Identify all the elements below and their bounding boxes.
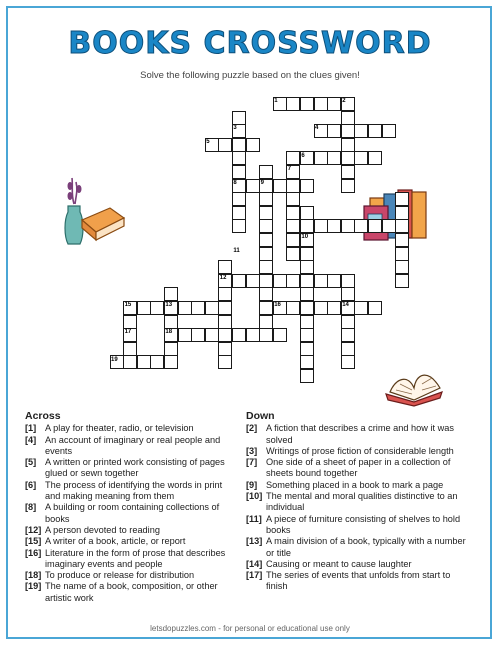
grid-cell[interactable] <box>395 233 409 247</box>
across-clue <box>25 457 233 480</box>
grid-cell[interactable] <box>395 260 409 274</box>
across-heading: Across <box>25 410 61 422</box>
grid-cell[interactable] <box>300 369 314 383</box>
clue-number: [12] <box>25 524 42 535</box>
grid-cell[interactable] <box>354 301 368 315</box>
grid-cell[interactable] <box>259 233 273 247</box>
down-clue <box>246 514 472 537</box>
grid-cell[interactable] <box>286 151 300 165</box>
grid-cell[interactable] <box>327 219 341 233</box>
grid-cell[interactable] <box>178 328 192 342</box>
grid-cell[interactable] <box>205 328 219 342</box>
clue-text: The name of a book, composition, or other artistic work <box>45 581 218 603</box>
clue-number: [2] <box>246 423 258 434</box>
grid-cell[interactable] <box>150 301 164 315</box>
grid-cell[interactable] <box>341 342 355 356</box>
grid-cell[interactable] <box>259 301 273 315</box>
grid-cell[interactable] <box>368 124 382 138</box>
grid-cell[interactable] <box>164 287 178 301</box>
grid-cell[interactable] <box>341 328 355 342</box>
grid-cell[interactable] <box>341 151 355 165</box>
grid-cell[interactable] <box>341 165 355 179</box>
grid-cell[interactable] <box>382 124 396 138</box>
across-clue <box>25 423 233 434</box>
clue-number: [16] <box>25 547 42 558</box>
clue-number: [14] <box>246 558 263 569</box>
grid-cell[interactable] <box>395 247 409 261</box>
grid-cell[interactable] <box>382 219 396 233</box>
grid-clue-number: 2 <box>342 98 346 105</box>
grid-cell[interactable] <box>395 206 409 220</box>
grid-cell[interactable] <box>259 260 273 274</box>
down-clue <box>246 491 472 514</box>
grid-cell[interactable] <box>395 219 409 233</box>
grid-cell[interactable] <box>300 260 314 274</box>
grid-cell[interactable] <box>286 274 300 288</box>
clue-number: [3] <box>246 445 258 456</box>
grid-cell[interactable] <box>327 151 341 165</box>
clue-number: [1] <box>25 423 37 434</box>
grid-clue-number: 17 <box>124 329 132 336</box>
grid-cell[interactable] <box>286 219 300 233</box>
grid-cell[interactable] <box>341 179 355 193</box>
grid-cell[interactable] <box>164 355 178 369</box>
grid-cell[interactable] <box>259 287 273 301</box>
grid-cell[interactable] <box>150 355 164 369</box>
page-title: BOOKS CROSSWORD <box>68 26 432 61</box>
grid-cell[interactable] <box>327 274 341 288</box>
grid-cell[interactable] <box>286 179 300 193</box>
clue-number: [13] <box>246 536 263 547</box>
clue-number: [15] <box>25 536 42 547</box>
clue-text: A building or room containing collections of books <box>45 502 220 524</box>
clue-text: A main division of a book, typically with a number or title <box>266 536 466 558</box>
clue-text: A fiction that describes a crime and how it was solved <box>266 423 454 445</box>
clue-text: Something placed in a book to mark a page <box>266 479 444 490</box>
grid-cell[interactable] <box>246 179 260 193</box>
clue-text: Literature in the form of prose that describes imaginary events and people <box>45 547 226 569</box>
down-clue <box>246 480 472 491</box>
grid-cell[interactable] <box>191 328 205 342</box>
clue-text: The process of identifying the words in print and making meaning from them <box>45 479 223 502</box>
clue-text: A play for theater, radio, or television <box>45 423 194 434</box>
clue-text: A person devoted to reading <box>45 524 160 535</box>
across-clue <box>25 536 233 547</box>
grid-clue-number: 12 <box>219 275 227 281</box>
grid-cell[interactable] <box>218 260 232 274</box>
clue-number: [11] <box>246 513 262 524</box>
down-clue <box>246 570 472 593</box>
grid-cell[interactable] <box>218 328 232 342</box>
clue-text: Writings of prose fiction of considerable length <box>266 445 454 456</box>
grid-cell[interactable] <box>341 315 355 329</box>
down-clues <box>246 411 472 593</box>
clue-text: One side of a sheet of paper in a collection of sheets bound together <box>266 457 451 479</box>
grid-cell[interactable] <box>341 124 355 138</box>
clue-number: [8] <box>25 502 37 513</box>
grid-cell[interactable] <box>164 342 178 356</box>
clue-text: Causing or meant to cause laughter <box>266 558 412 569</box>
across-clue <box>25 502 233 525</box>
across-clue <box>25 570 233 581</box>
grid-cell[interactable] <box>314 219 328 233</box>
grid-cell[interactable] <box>341 274 355 288</box>
clue-number: [7] <box>246 457 258 468</box>
grid-cell[interactable] <box>232 192 246 206</box>
grid-cell[interactable] <box>286 192 300 206</box>
grid-cell[interactable] <box>286 301 300 315</box>
grid-cell[interactable] <box>368 151 382 165</box>
grid-cell[interactable] <box>368 219 382 233</box>
grid-cell[interactable] <box>300 287 314 301</box>
grid-cell[interactable] <box>341 355 355 369</box>
grid-clue-number: 6 <box>301 152 305 159</box>
grid-clue-number: 8 <box>233 179 237 186</box>
grid-cell[interactable] <box>395 274 409 288</box>
grid-cell[interactable] <box>300 206 314 220</box>
clue-text: An account of imaginary or real people and events <box>45 434 221 456</box>
grid-clue-number: 13 <box>165 302 173 309</box>
grid-clue-number: 15 <box>124 302 132 309</box>
grid-cell[interactable] <box>259 165 273 179</box>
across-clue <box>25 548 233 571</box>
grid-cell[interactable] <box>354 151 368 165</box>
grid-cell[interactable] <box>259 328 273 342</box>
grid-clue-number: 19 <box>111 356 118 363</box>
grid-cell[interactable] <box>395 192 409 206</box>
grid-cell[interactable] <box>300 301 314 315</box>
grid-clue-number: 5 <box>206 139 210 145</box>
grid-cell[interactable] <box>137 355 151 369</box>
grid-cell[interactable] <box>205 301 219 315</box>
grid-cell[interactable] <box>232 138 246 152</box>
grid-cell[interactable] <box>327 124 341 138</box>
grid-cell[interactable] <box>259 315 273 329</box>
grid-cell[interactable] <box>123 315 137 329</box>
across-clue <box>25 435 233 458</box>
down-clue <box>246 446 472 457</box>
grid-cell[interactable] <box>286 206 300 220</box>
across-clues <box>25 411 233 604</box>
grid-clue-number: 10 <box>301 234 309 241</box>
grid-cell[interactable] <box>368 301 382 315</box>
grid-cell[interactable] <box>327 97 341 111</box>
across-clue <box>25 480 233 503</box>
clue-number: [18] <box>25 570 42 581</box>
grid-cell[interactable] <box>259 219 273 233</box>
grid-clue-number: 16 <box>274 302 281 309</box>
clue-number: [4] <box>25 434 37 445</box>
grid-cell[interactable] <box>232 111 246 125</box>
grid-cell[interactable] <box>246 328 260 342</box>
grid-clue-number: 4 <box>315 125 319 132</box>
grid-cell[interactable] <box>300 97 314 111</box>
grid-cell[interactable] <box>218 315 232 329</box>
grid-clue-number: 9 <box>260 179 264 186</box>
grid-cell[interactable] <box>273 179 287 193</box>
grid-cell[interactable] <box>232 274 246 288</box>
grid-cell[interactable] <box>300 247 314 261</box>
grid-cell[interactable] <box>286 233 300 247</box>
grid-cell[interactable] <box>314 301 328 315</box>
grid-cell[interactable] <box>341 111 355 125</box>
grid-cell[interactable] <box>232 165 246 179</box>
clue-number: [10] <box>246 491 263 502</box>
grid-cell[interactable] <box>354 219 368 233</box>
grid-cell[interactable] <box>164 315 178 329</box>
grid-cell[interactable] <box>232 151 246 165</box>
grid-cell[interactable] <box>341 219 355 233</box>
grid-cell[interactable] <box>232 219 246 233</box>
clue-number: [9] <box>246 479 258 490</box>
across-clue <box>25 525 233 536</box>
grid-cell[interactable] <box>314 97 328 111</box>
grid-cell[interactable] <box>218 342 232 356</box>
grid-clue-number: 18 <box>165 329 173 336</box>
grid-clue-number: 11 <box>233 247 240 254</box>
grid-cell[interactable] <box>300 355 314 369</box>
grid-cell[interactable] <box>259 247 273 261</box>
down-heading: Down <box>246 410 275 422</box>
grid-cell[interactable] <box>286 97 300 111</box>
grid-cell[interactable] <box>218 287 232 301</box>
page-subtitle: Solve the following puzzle based on the clues given! <box>140 70 360 81</box>
grid-cell[interactable] <box>286 247 300 261</box>
grid-cell[interactable] <box>218 355 232 369</box>
clue-number: [6] <box>25 479 37 490</box>
across-clue <box>25 581 233 604</box>
grid-clue-number: 1 <box>274 98 278 105</box>
down-clue <box>246 457 472 480</box>
clue-number: [5] <box>25 457 37 468</box>
clue-text: The series of events that unfolds from start to finish <box>266 570 451 592</box>
grid-cell[interactable] <box>300 274 314 288</box>
grid-cell[interactable] <box>218 301 232 315</box>
grid-cell[interactable] <box>327 301 341 315</box>
grid-cell[interactable] <box>300 315 314 329</box>
grid-cell[interactable] <box>259 192 273 206</box>
grid-cell[interactable] <box>300 179 314 193</box>
grid-clue-number: 14 <box>342 302 349 309</box>
grid-clue-number: 7 <box>287 166 292 173</box>
grid-cell[interactable] <box>178 301 192 315</box>
grid-cell[interactable] <box>259 274 273 288</box>
grid-cell[interactable] <box>314 274 328 288</box>
grid-cell[interactable] <box>232 206 246 220</box>
down-clue <box>246 423 472 446</box>
grid-cell[interactable] <box>246 138 260 152</box>
footer-note: letsdopuzzles.com - for personal or educational use only <box>150 624 350 633</box>
grid-cell[interactable] <box>137 301 151 315</box>
clue-number: [19] <box>25 581 42 592</box>
clue-text: A writer of a book, article, or report <box>45 536 186 547</box>
grid-cell[interactable] <box>341 287 355 301</box>
grid-cell[interactable] <box>314 151 328 165</box>
grid-cell[interactable] <box>341 138 355 152</box>
grid-cell[interactable] <box>218 138 232 152</box>
grid-cell[interactable] <box>273 274 287 288</box>
grid-cell[interactable] <box>123 342 137 356</box>
grid-cell[interactable] <box>300 342 314 356</box>
clue-text: To produce or release for distribution <box>45 570 195 581</box>
grid-cell[interactable] <box>300 219 314 233</box>
grid-cell[interactable] <box>273 328 287 342</box>
down-clue <box>246 559 472 570</box>
grid-cell[interactable] <box>246 274 260 288</box>
clue-number: [17] <box>246 570 263 581</box>
grid-cell[interactable] <box>354 124 368 138</box>
grid-cell[interactable] <box>123 355 137 369</box>
down-clue <box>246 536 472 559</box>
clue-text: The mental and moral qualities distinctive to an individual <box>266 491 458 513</box>
grid-cell[interactable] <box>191 301 205 315</box>
grid-cell[interactable] <box>300 328 314 342</box>
grid-cell[interactable] <box>259 206 273 220</box>
grid-clue-number: 3 <box>233 125 237 132</box>
clue-text: A written or printed work consisting of pages glued or sewn together <box>45 457 225 479</box>
clue-text: A piece of furniture consisting of shelves to hold books <box>266 513 461 535</box>
grid-cell[interactable] <box>232 328 246 342</box>
